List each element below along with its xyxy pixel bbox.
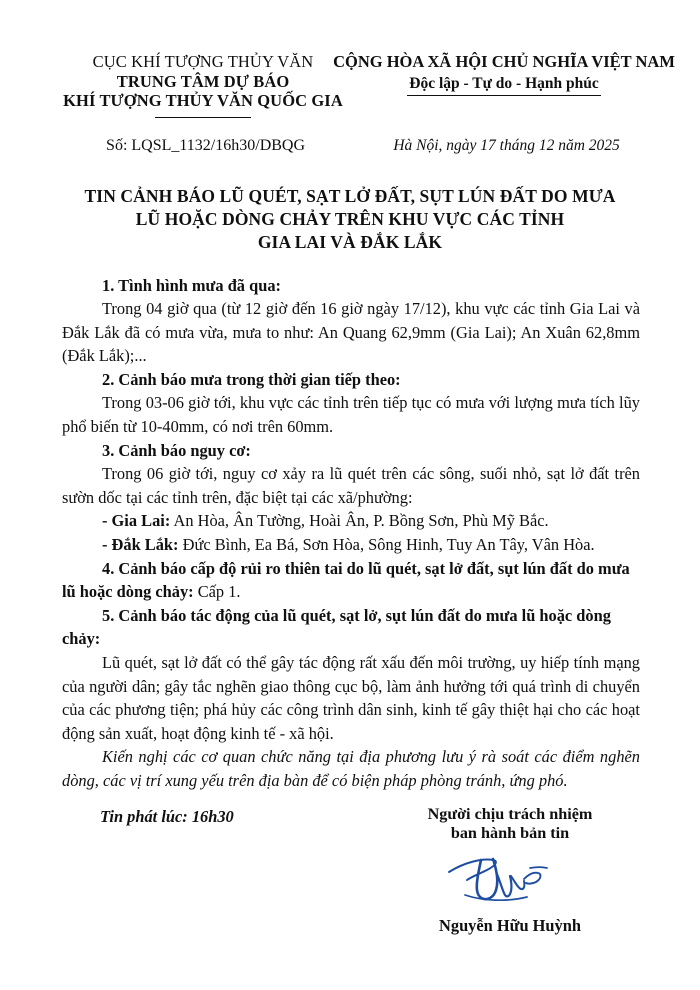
masthead-subrow [34,137,666,155]
national-heading-block [333,52,675,96]
affected-areas-gia-lai [62,509,640,533]
org-line-center: TRUNG TÂM DỰ BÁO [116,71,290,91]
document-footer [34,805,666,936]
section-5-heading: 5. Cảnh báo tác động của lũ quét, sạt lở, sụt lún đất do mưa lũ hoặc dòng chảy: [62,605,611,649]
issue-time: Tin phát lúc: 16h30 [100,806,234,826]
document-body [34,274,666,793]
page-title-line-1: TIN CẢNH BÁO LŨ QUÉT, SẠT LỞ ĐẤT, SỤT LÚN ĐẤT DO MƯA [84,185,616,206]
affected-areas-gia-lai-value: An Hòa, Ân Tường, Hoài Ân, P. Bồng Sơn, Phù Mỹ Bắc. [170,511,549,531]
section-3-body: Trong 06 giờ tới, nguy cơ xảy ra lũ quét trên các sông, suối nhỏ, sạt lở đất trên sườn dốc tại các tỉnh trên, đặc biệt tại các xã/phường: [62,464,640,507]
document-number: Số: LQSL_1132/16h30/DBQG [106,136,306,154]
page-title-line-3: GIA LAI VÀ ĐẮK LẮK [257,231,443,252]
signatory-role-line-1: Người chịu trách nhiệm [427,804,593,823]
section-4-heading-text: 4. Cảnh báo cấp độ rủi ro thiên tai do lũ quét, sạt lở đất, sụt lún đất do mưa lũ hoặc dòng chảy: [62,558,630,602]
page-title [55,185,645,254]
section-3-heading: 3. Cảnh báo nguy cơ: [102,440,251,460]
section-1-heading: 1. Tình hình mưa đã qua: [102,275,281,295]
section-4-risk-level: Cấp 1. [193,582,241,602]
masthead-divider-rule [155,117,251,118]
signatory-role-line-2: ban hành bản tin [450,824,570,843]
section-1-body: Trong 04 giờ qua (từ 12 giờ đến 16 giờ ngày 17/12), khu vực các tỉnh Gia Lai và Đắk Lắk đã có mưa vừa, mưa to như: An Quang 62,9mm (Gia Lai); An Xuân 62,8mm (Đắk Lắk);... [62,299,640,366]
issuing-organization-block [58,52,348,118]
document-date-place: Hà Nội, ngày 17 tháng 12 năm 2025 [393,136,620,154]
section-4-heading [62,557,640,604]
section-2-body: Trong 03-06 giờ tới, khu vực các tỉnh trên tiếp tục có mưa với lượng mưa tích lũy phổ biến từ 10-40mm, có nơi trên 60mm. [62,393,640,437]
national-motto: Độc lập - Tự do - Hạnh phúc [407,74,600,96]
affected-areas-dak-lak [62,533,640,557]
page-title-line-2: LŨ HOẶC DÒNG CHẢY TRÊN KHU VỰC CÁC TỈNH [135,208,565,229]
affected-areas-dak-lak-label: - Đắk Lắk: [102,535,179,555]
section-5-body: Lũ quét, sạt lở đất có thể gây tác động rất xấu đến môi trường, uy hiếp tính mạng của người dân; gây tắc nghẽn giao thông cục bộ, làm ảnh hưởng tới quá trình di chuyển của các phương tiện; phá hủy các công trình dân sinh, kinh tế gây thiệt hại cho các hoạt động sản xuất, hoạt động kinh tế - xã hội. [62,653,640,743]
signature-block [380,805,640,936]
affected-areas-dak-lak-value: Đức Bình, Ea Bá, Sơn Hòa, Sông Hinh, Tuy An Tây, Vân Hòa. [178,535,595,555]
recommendation-note: Kiến nghị các cơ quan chức năng tại địa phương lưu ý rà soát các điểm nghẽn dòng, các vị trí xung yếu trên địa bàn để có biện pháp phòng tránh, ứng phó. [62,747,640,790]
national-title: CỘNG HÒA XÃ HỘI CHỦ NGHĨA VIỆT NAM [333,52,675,71]
org-line-department: CỤC KHÍ TƯỢNG THỦY VĂN [92,52,314,71]
masthead [34,52,675,118]
signature-icon [435,850,585,912]
org-line-center-full: KHÍ TƯỢNG THỦY VĂN QUỐC GIA [63,91,343,110]
affected-areas-gia-lai-label: - Gia Lai: [102,511,171,531]
signatory-name: Nguyễn Hữu Huỳnh [439,915,581,935]
section-2-heading: 2. Cảnh báo mưa trong thời gian tiếp theo: [102,369,401,389]
